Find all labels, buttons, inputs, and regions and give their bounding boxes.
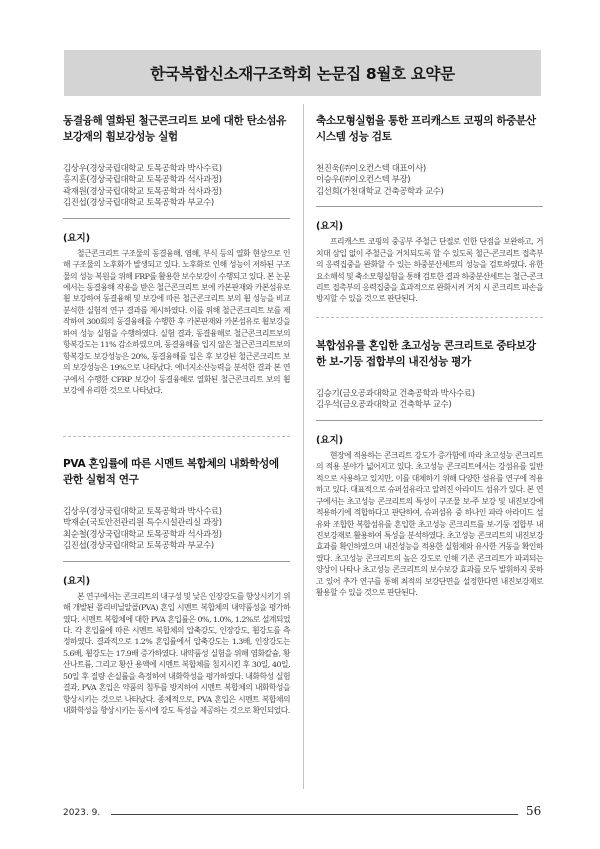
author: 김우석(금오공과대학교 건축학부 교수) — [316, 399, 452, 410]
journal-title: 한국복합신소재구조학회 논문집 8월호 요약문 — [150, 65, 455, 83]
abstract-label: (요지) — [316, 221, 344, 233]
separator — [63, 218, 290, 219]
author-list — [316, 163, 543, 197]
separator — [316, 420, 543, 421]
author: 김선희(가천대학교 건축공학과 교수) — [316, 185, 444, 196]
footer-date: 2023. 9. — [63, 808, 101, 818]
dashed-divider — [63, 436, 290, 437]
article-title: 동결융해 열화된 철근콘크리트 보에 대한 탄소섬유 보강재의 휨보강성능 실험 — [63, 115, 286, 143]
footer-rule — [111, 814, 518, 815]
author: 김상우(경상국립대학교 토목공학과 박사수료) — [63, 163, 222, 173]
abstract-text: 현장에 적용하는 콘크리트 강도가 증가함에 따라 초고성능 콘크리트의 적용 분야가 넓어지고 있다. 초고성능 콘크리트에서는 강섬유를 일반적으로 사용하고 있지만, 이를 대체하기 위해 다양한 섬유를 연구에 적용하고 있다. 대표적으로 슈퍼섬유라고 알려진 아라미드 섬유가 있다. 본 연구에서는 초고성능 콘크리트의 특성이 구조물 보-주 보강 및 내진보강에 적용하기에 적합하다고 판단하여, 슈퍼섬유 중 하나인 파라 아라미드 섬유와 조합한 복합섬유를 혼입한 초고성능 콘크리트를 보-기둥 접합부 내진보강재로 활용하여 특성을 분석하였다. 초고성능 콘크리트의 내진보강 효과를 확인하였으며 내진성능을 적용한 실험체와 유사한 거동을 확인하였다. 초고성능 콘크리트의 높은 강도로 인해 기존 콘크리트가 파괴되는 양상이 나타나 초고성능 콘크리트의 보수보강 효과를 모두 발휘하지 못하고 있어 추가 연구를 통해 최적의 보강단면을 설정한다면 내진보강재로 활용할 수 있을 것으로 판단된다. — [316, 450, 543, 598]
abstract-text: 철근콘크리트 구조물의 동결융해, 염해, 부식 등의 열화 현상으로 인해 구조물의 노후화가 발생되고 있다. 노후화로 인해 성능이 저하된 구조물의 성능 복원을 위해 FRP를 활용한 보수보강이 수행되고 있다. 본 논문에서는 동결융해 작용을 받은 철근콘크리트 보에 카본판재와 카본섬유로 휨 보강하여 동결융해 및 보강에 따른 철근콘크리트 보의 휨 성능을 비교 분석한 실험적 연구 결과를 제시하였다. 이를 위해 철근콘크리트 보를 제작하여 300회의 동결융해를 수행한 후 카본판재와 카본섬유로 휨보강을 하여 성능 실험을 수행하였다. 실험 결과, 동결융해로 철근콘크리트보의 항복강도는 11% 감소하였으며, 동결융해를 입지 않은 철근콘크리트보의 항복강도 보강성능은 20%, 동결융해를 입은 후 보강된 철근콘크리트 보의 보강성능은 19%으로 나타났다. 에너지소산능력을 분석한 결과 본 연구에서 수행한 CFRP 보강이 동결융해로 열화된 철근콘크리트 보의 휨 보강에 유리한 것으로 나타났다. — [63, 248, 290, 396]
article-title: PVA 혼입률에 따른 시멘트 복합체의 내화학성에 관한 실험적 연구 — [63, 458, 279, 486]
author-list — [316, 388, 543, 411]
author: 김진섭(경상국립대학교 토목공학과 부교수) — [63, 197, 214, 208]
author-list — [63, 163, 290, 209]
author: 박재순(국토안전관리원 특수시설관리실 과장) — [63, 517, 222, 528]
page-number: 56 — [526, 804, 542, 818]
journal-header-banner — [64, 50, 541, 96]
separator — [63, 561, 290, 562]
abstract-text: 프리캐스트 코핑의 중공부 주철근 단절로 인한 단점을 보완하고, 거치대 삼입 없이 주철근을 거치되도록 할 수 있도록 철근-콘크리트 접촉부의 응력집중을 완화할 수 있는 하중분산세트의 성능을 검토하였다. 유한요소해석 및 축소모형실험을 통해 검토한 결과 하중분산세트는 철근-콘크리트 접촉부의 응력집중을 효과적으로 완화시켜 거치 시 콘크리트 파손을 방지할 수 있을 것으로 판단된다. — [316, 237, 543, 304]
author: 김진섭(경상국립대학교 토목공학과 부교수) — [63, 540, 214, 551]
author-list — [63, 506, 290, 552]
article-1 — [63, 113, 290, 404]
author: 곽재원(경상국립대학교 토목공학과 석사과정) — [63, 185, 222, 196]
author: 홍지훈(경상국립대학교 토목공학과 석사과정) — [63, 174, 222, 185]
abstract-label: (요지) — [63, 232, 91, 244]
column-divider — [303, 104, 304, 789]
dashed-divider — [316, 317, 543, 318]
abstract-label: (요지) — [316, 434, 344, 446]
author: 김승기(금오공과대학교 건축공학과 박사수료) — [316, 388, 475, 398]
article-2 — [63, 456, 290, 724]
abstract-label: (요지) — [63, 575, 91, 587]
article-4 — [316, 338, 543, 607]
abstract-text: 본 연구에서는 콘크리트의 내구성 및 낮은 인장강도를 향상시키기 위해 개발된 폴리비닐알콜(PVA) 혼입 시멘트 복합체의 내약품성을 평가하였다. 시멘트 복합체에 대한 PVA 혼입률은 0%, 1.0%, 1.2%로 설계되었다. 각 혼입률에 따른 시멘트 복합체의 압축강도, 인장강도, 휨강도를 측정하였다. 결과적으로 1.2% 혼입률에서 압축강도는 1.3배, 인장강도는 5.6배, 휨강도는 17.9배 증가하였다. 내약품성 실험을 위해 염화칼슘, 황산나트륨, 그리고 황산 용액에 시멘트 복합체를 침지시킨 후 30일, 40일, 50일 후 질량 손실률을 측정하여 내화학성을 평가하였다. 내화학성 실험 결과, PVA 혼입은 약품의 침투를 방지하여 시멘트 복합체의 내화학성을 향상시키는 것으로 나타났다. 종체적으로, PVA 혼입은 시멘트 복합체의 내화학성을 향상시키는 동시에 강도 특성을 제공하는 것으로 확인되었다. — [63, 591, 290, 716]
author: 최순철(경상국립대학교 토목공학과 석사과정) — [63, 528, 222, 539]
article-title: 복합섬유를 혼입한 초고성능 콘크리트로 중타보강한 보-기둥 접합부의 내진성능 평가 — [316, 340, 536, 368]
article-title: 축소모형실험을 통한 프리캐스트 코핑의 하중분산 시스템 성능 검토 — [316, 115, 536, 143]
article-3 — [316, 113, 543, 313]
author: 김상우(경상국립대학교 토목공학과 박사수료) — [63, 506, 222, 516]
author: 천진욱(㈜이오컨스텍 대표이사) — [316, 163, 426, 173]
separator — [316, 206, 543, 207]
author: 이승우(㈜이오컨스텍 부장) — [316, 174, 411, 185]
